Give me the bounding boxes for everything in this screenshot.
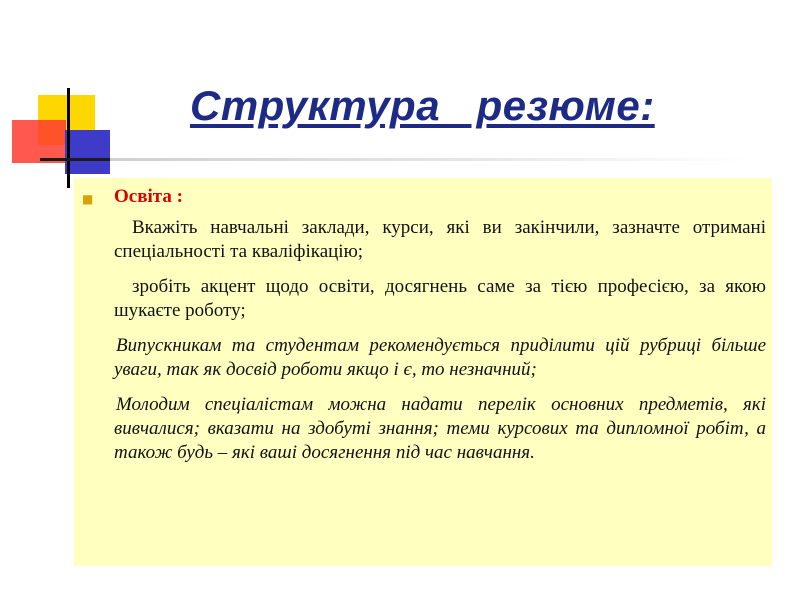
- slide-title: Структура резюме:: [190, 82, 655, 129]
- section-heading: Освіта :: [114, 186, 183, 207]
- content-box: [74, 178, 772, 566]
- paragraph-3: Випускникам та студентам рекомендується приділити цій рубриці більше уваги, так як досвід роботи якщо і є, то незначний;: [114, 335, 766, 380]
- paragraph-2: зробіть акцент щодо освіти, досягнень саме за тією професією, за якою шукаєте роботу;: [114, 276, 766, 321]
- horizontal-fade-line: [110, 158, 750, 161]
- horizontal-divider-line: [40, 158, 120, 161]
- blue-square-shape: [65, 130, 110, 174]
- vertical-divider-line: [67, 88, 70, 188]
- paragraph-4: Молодим спеціалістам можна надати перелік основних предметів, які вивчалися; вказати на здобуті знання; теми курсових та дипломної робіт, а також будь – які ваші досягнення під час навчання.: [114, 394, 766, 463]
- square-bullet-icon: ■: [82, 192, 94, 206]
- paragraph-1: Вкажіть навчальні заклади, курси, які ви закінчили, зазначте отримані спеціальності та кваліфікацію;: [114, 217, 766, 262]
- red-square-shape: [12, 120, 66, 163]
